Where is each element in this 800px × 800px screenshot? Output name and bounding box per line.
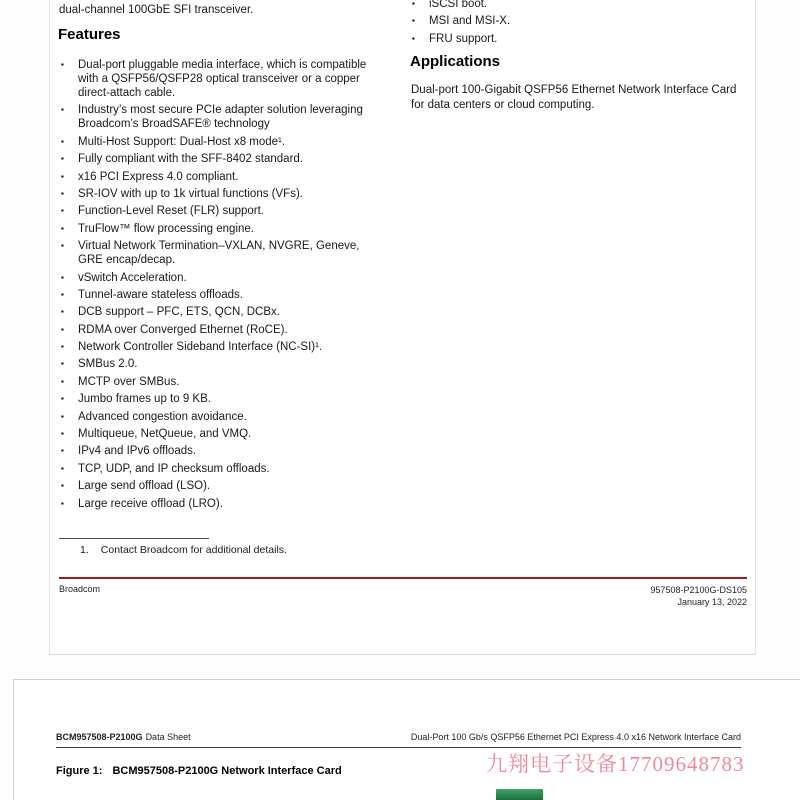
list-item-text: Tunnel-aware stateless offloads. [78, 288, 243, 301]
list-item [59, 58, 373, 100]
list-item [59, 103, 373, 131]
footnote [80, 544, 287, 557]
bullet-icon: ▪ [61, 136, 64, 146]
bullet-icon: ▪ [61, 105, 64, 115]
footer-doc-info [650, 584, 747, 608]
bullet-icon: ▪ [61, 307, 64, 317]
bullet-icon: ▪ [61, 359, 64, 369]
list-item [59, 444, 373, 458]
list-item [59, 375, 373, 389]
bullet-icon: ▪ [412, 0, 415, 8]
bullet-icon: ▪ [61, 324, 64, 334]
datasheet-page-2 [13, 679, 800, 800]
list-item [59, 288, 373, 302]
list-item [59, 170, 373, 184]
list-item [59, 340, 373, 354]
footnote-text: Contact Broadcom for additional details. [100, 544, 287, 556]
list-item-text: Virtual Network Termination–VXLAN, NVGRE, Geneve, GRE encap/decap. [78, 240, 360, 267]
list-item [59, 152, 373, 166]
list-item [59, 479, 373, 493]
footer-rule [59, 577, 747, 579]
list-item [59, 187, 373, 201]
header-left [56, 732, 191, 742]
list-item-text: FRU support. [429, 32, 498, 45]
list-item [59, 357, 373, 371]
bullet-icon: ▪ [61, 154, 64, 164]
list-item [59, 305, 373, 319]
list-item-text: iSCSI boot. [429, 0, 488, 10]
footer-doc-number: 957508-P2100G-DS105 [650, 585, 747, 595]
list-item-text: Network Controller Sideband Interface (NC-SI)¹. [78, 341, 323, 354]
list-item [410, 14, 710, 28]
list-item [59, 462, 373, 476]
bullet-icon: ▪ [61, 60, 64, 69]
bullet-icon: ▪ [61, 446, 64, 456]
list-item-text: Industry’s most secure PCIe adapter solution leveraging Broadcom’s BroadSAFE® technology [78, 104, 363, 131]
list-item-text: Advanced congestion avoidance. [78, 410, 247, 423]
bullet-icon: ▪ [61, 171, 64, 181]
list-item-text: Fully compliant with the SFF-8402 standard. [78, 153, 303, 166]
footer-company: Broadcom [59, 584, 101, 594]
list-item [59, 271, 373, 285]
applications-text: Dual-port 100-Gigabit QSFP56 Ethernet Network Interface Card for data centers or cloud computing. [411, 84, 737, 111]
bullet-icon: ▪ [412, 16, 415, 26]
list-item [59, 222, 373, 236]
figure-caption [56, 765, 342, 777]
list-item-text: MSI and MSI-X. [429, 15, 511, 28]
list-item [59, 135, 373, 149]
list-item-text: Large receive offload (LRO). [78, 497, 223, 510]
list-item-text: Multi-Host Support: Dual-Host x8 mode¹. [78, 135, 286, 148]
list-item [59, 392, 373, 406]
footnote-number: 1. [80, 544, 89, 556]
intro-fragment: dual-channel 100GbE SFI transceiver. [59, 4, 254, 16]
list-item [59, 239, 373, 267]
list-item-text: vSwitch Acceleration. [78, 271, 187, 284]
list-item-text: DCB support – PFC, ETS, QCN, DCBx. [78, 306, 280, 319]
bullet-icon: ▪ [412, 33, 415, 43]
bullet-icon: ▪ [61, 223, 64, 233]
list-item-text: RDMA over Converged Ethernet (RoCE). [78, 323, 288, 336]
bullet-icon: ▪ [61, 376, 64, 386]
figure-label: Figure 1: [56, 765, 103, 777]
bullet-icon: ▪ [61, 342, 64, 352]
list-item-text: TCP, UDP, and IP checksum offloads. [78, 462, 270, 475]
footer-date: January 13, 2022 [677, 597, 747, 607]
list-item-text: SMBus 2.0. [78, 358, 138, 371]
bullet-icon: ▪ [61, 394, 64, 404]
list-item [59, 323, 373, 337]
bullet-icon: ▪ [61, 463, 64, 473]
page2-header [56, 732, 741, 742]
list-item [410, 32, 710, 46]
list-item [410, 0, 710, 11]
figure-title: BCM957508-P2100G Network Interface Card [112, 765, 342, 777]
bullet-icon: ▪ [61, 241, 64, 251]
list-item [59, 410, 373, 424]
watermark-text: 九翔电子设备17709648783 [486, 752, 745, 776]
bullet-icon: ▪ [61, 481, 64, 491]
list-item-text: Function-Level Reset (FLR) support. [78, 205, 264, 218]
bullet-icon: ▪ [61, 289, 64, 299]
list-item [59, 497, 373, 511]
list-item-text: SR-IOV with up to 1k virtual functions (VFs). [78, 187, 303, 200]
list-item-text: Jumbo frames up to 9 KB. [78, 393, 211, 406]
list-item-text: x16 PCI Express 4.0 compliant. [78, 170, 239, 183]
list-item-text: Large send offload (LSO). [78, 480, 211, 493]
right-bullet-list [410, 0, 710, 49]
footnote-divider [59, 538, 209, 539]
bullet-icon: ▪ [61, 429, 64, 439]
applications-heading: Applications [410, 53, 501, 70]
features-heading: Features [58, 26, 121, 43]
features-list [59, 58, 373, 514]
list-item-text: Multiqueue, NetQueue, and VMQ. [78, 428, 252, 441]
bullet-icon: ▪ [61, 272, 64, 282]
header-doc-type: Data Sheet [145, 732, 191, 742]
bullet-icon: ▪ [61, 206, 64, 216]
bullet-icon: ▪ [61, 411, 64, 421]
list-item [59, 427, 373, 441]
list-item-text: TruFlow™ flow processing engine. [78, 222, 254, 235]
bullet-icon: ▪ [61, 498, 64, 508]
header-doc-name: BCM957508-P2100G [56, 732, 143, 742]
nic-photo-top-edge [496, 789, 543, 800]
list-item [59, 204, 373, 218]
header-right: Dual-Port 100 Gb/s QSFP56 Ethernet PCI Express 4.0 x16 Network Interface Card [410, 732, 741, 742]
list-item-text: IPv4 and IPv6 offloads. [78, 445, 197, 458]
list-item-text: MCTP over SMBus. [78, 375, 180, 388]
datasheet-page-1 [49, 0, 756, 655]
bullet-icon: ▪ [61, 188, 64, 198]
list-item-text: Dual-port pluggable media interface, which is compatible with a QSFP56/QSFP28 optical transceiver or a copper direct-attach cable. [78, 59, 367, 99]
